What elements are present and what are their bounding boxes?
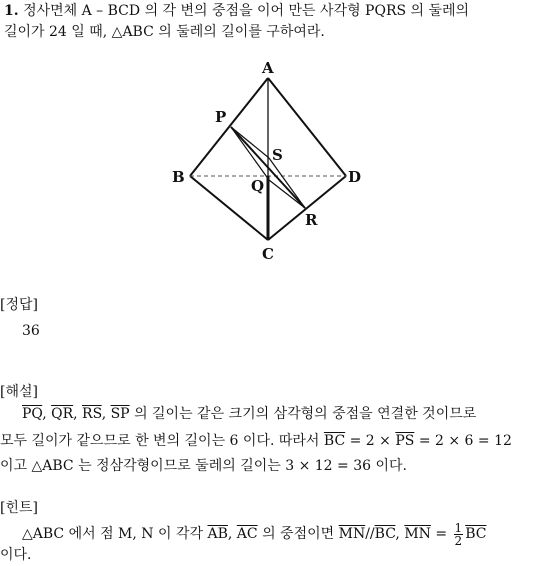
hint-line-2: 이다. <box>0 547 32 563</box>
answer-value: 36 <box>22 323 40 339</box>
label-q: Q <box>251 177 265 195</box>
label-b: B <box>172 168 185 186</box>
hint-text-b: 의 중점이면 <box>262 526 335 542</box>
seg-sp: $\overline{SP}$ <box>110 406 130 422</box>
eq-end: = 2 × 6 = 12 <box>418 433 512 449</box>
label-d: D <box>348 168 362 186</box>
explanation-line-1-rest: 의 길이는 같은 크기의 삼각형의 중점을 연결한 것이므로 <box>134 406 477 422</box>
seg-bc: $\overline{BC}$ <box>323 433 346 449</box>
eq-mid: = 2 × <box>349 433 391 449</box>
explanation-line-3: 이고 △ABC 는 정삼각형이므로 둘레의 길이는 3 × 12 = 36 이다. <box>0 458 407 474</box>
hint-text-a: △ABC 에서 점 M, N 이 각각 <box>22 526 204 542</box>
fraction-numerator: 1 <box>454 520 463 535</box>
seg-ps: $\overline{PS}$ <box>395 433 415 449</box>
label-r: R <box>305 211 318 229</box>
explanation-heading: [해설] <box>0 384 38 400</box>
label-p: P <box>215 108 227 126</box>
explanation-line-2-text: 모두 길이가 같으므로 한 변의 길이는 6 이다. 따라서 <box>0 433 320 449</box>
segment-qr <box>269 180 305 208</box>
seg-mn: $\overline{MN}$ <box>338 526 366 542</box>
answer-heading: [정답] <box>0 297 38 313</box>
seg-bc-hint: $\overline{BC}$ <box>374 526 396 542</box>
seg-ab: $\overline{AB}$ <box>207 526 228 542</box>
problem-text-1: 정사면체 A – BCD 의 각 변의 중점을 이어 만든 사각형 PQRS 의 둘레의 <box>23 3 470 19</box>
seg-rs: $\overline{RS}$ <box>82 406 102 422</box>
seg-ac: $\overline{AC}$ <box>236 526 258 542</box>
label-s: S <box>272 146 283 164</box>
hint-heading: [힌트] <box>0 500 38 516</box>
seg-pq: $\overline{PQ}$ <box>22 406 43 422</box>
label-a: A <box>262 59 274 77</box>
seg-bc-hint-2: $\overline{BC}$ <box>465 526 487 542</box>
edge-cd <box>268 176 346 240</box>
problem-number: 1. <box>4 3 19 19</box>
seg-mn-2: $\overline{MN}$ <box>404 526 431 542</box>
parallel-symbol: // <box>365 526 375 542</box>
explanation-line-2 <box>0 432 512 450</box>
problem-text-2: 길이가 24 일 때, △ABC 의 둘레의 길이를 구하여라. <box>4 24 325 40</box>
hint-line-1: △ABC 에서 점 M, N 이 각각 $\overline{AB}$, $\overline{AC}$ 의 중점이면 $\overline{MN}//\overline{BC}$, $\overline{MN}$ = $\frac{1}{2}$ $\overline{BC}$ <box>22 520 487 548</box>
segment-rs <box>269 158 305 208</box>
label-c: C <box>262 245 274 263</box>
fraction-half <box>454 522 464 547</box>
explanation-line-1: $\overline{PQ}$, $\overline{QR}$, $\overline{RS}$, $\overline{SP}$ 의 길이는 같은 크기의 삼각형의 중점을 연결한 것이므로 <box>22 406 477 422</box>
seg-qr: $\overline{QR}$ <box>51 406 74 422</box>
fraction-denominator: 2 <box>454 533 463 548</box>
